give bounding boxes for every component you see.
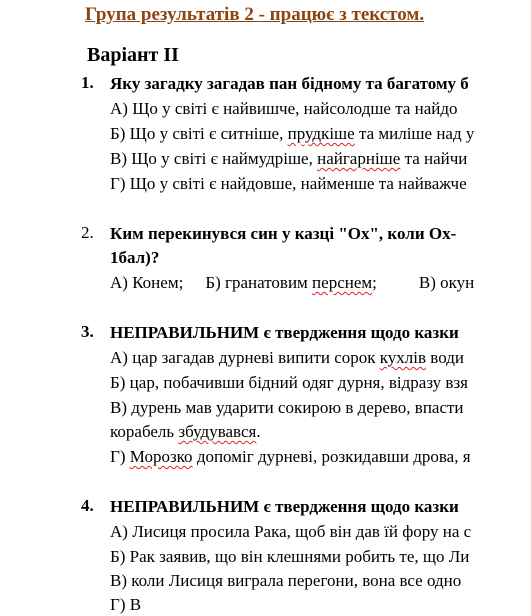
- question-2-option-c: В) окун: [418, 273, 475, 292]
- question-3-option-b: Б) цар, побачивши бідний одяг дурня, відразу взя: [110, 373, 468, 392]
- question-3-option-a: [110, 347, 464, 369]
- question-2-text: Ким перекинувся син у казці "Ох", коли Ох-: [110, 224, 457, 243]
- variant-heading: Варіант ІІ: [87, 44, 179, 66]
- option-text: .: [256, 422, 261, 441]
- question-1-option-a: А) Що у світі є найвишче, найсолодше та найдо: [110, 99, 458, 118]
- option-text: та найчи: [400, 149, 468, 168]
- spellcheck-word: Морозко: [129, 447, 193, 466]
- question-4-option-c: В) коли Лисиця виграла перегони, вона все одно: [110, 571, 462, 590]
- question-4-number: 4.: [81, 496, 94, 515]
- question-1-text: Яку загадку загадав пан бідному та багатому б: [110, 74, 469, 93]
- option-text: допоміг дурневі, розкидавши дрова, я: [192, 447, 471, 466]
- question-4-option-a: А) Лисиця просила Рака, щоб він дав їй фору на с: [110, 522, 472, 541]
- option-text: В) Що у світі є наймудріше,: [110, 149, 318, 168]
- spellcheck-word: прудкіше: [287, 124, 355, 143]
- option-text: ;: [372, 273, 377, 292]
- question-3-option-c-cont: [110, 421, 261, 443]
- question-1-option-b: [110, 123, 474, 145]
- option-text: та миліше над у: [354, 124, 475, 143]
- question-1-option-c: [110, 148, 467, 170]
- spellcheck-word: найгарніше: [317, 149, 401, 168]
- question-4-option-d: Г) В: [110, 595, 142, 614]
- question-2-text-line2: 1бал)?: [110, 248, 160, 267]
- question-3-option-c: В) дурень мав ударити сокирою в дерево, впасти: [110, 398, 464, 417]
- question-3-option-d: [110, 446, 471, 468]
- option-text: Б) гранатовим: [205, 273, 313, 292]
- question-1-option-d: Г) Що у світі є найдовше, найменше та найважче: [110, 174, 467, 193]
- question-2-option-a: А) Конем;: [110, 273, 184, 292]
- option-text: води: [426, 348, 464, 367]
- option-text: Б) Що у світі є ситніше,: [110, 124, 288, 143]
- page-title: Група результатів 2 - працює з текстом.: [85, 4, 425, 25]
- question-3-number: 3.: [81, 322, 94, 341]
- question-4-text: НЕПРАВИЛЬНИМ є твердження щодо казки: [110, 497, 459, 516]
- spellcheck-word: перснем: [312, 273, 373, 292]
- question-4-option-b: Б) Рак заявив, що він клешнями робить те, що Ли: [110, 547, 470, 566]
- question-2-number: 2.: [81, 223, 94, 242]
- option-text: корабель: [110, 422, 179, 441]
- question-2-option-b: [205, 273, 377, 292]
- option-text: А) цар загадав дурневі випити сорок: [110, 348, 380, 367]
- question-2-options: [110, 272, 474, 294]
- question-1-number: 1.: [81, 73, 94, 92]
- option-text: Г): [110, 447, 130, 466]
- question-3-text: НЕПРАВИЛЬНИМ є твердження щодо казки: [110, 323, 459, 342]
- spellcheck-word: кухлів: [379, 348, 427, 367]
- spellcheck-word: збудувався: [178, 422, 257, 441]
